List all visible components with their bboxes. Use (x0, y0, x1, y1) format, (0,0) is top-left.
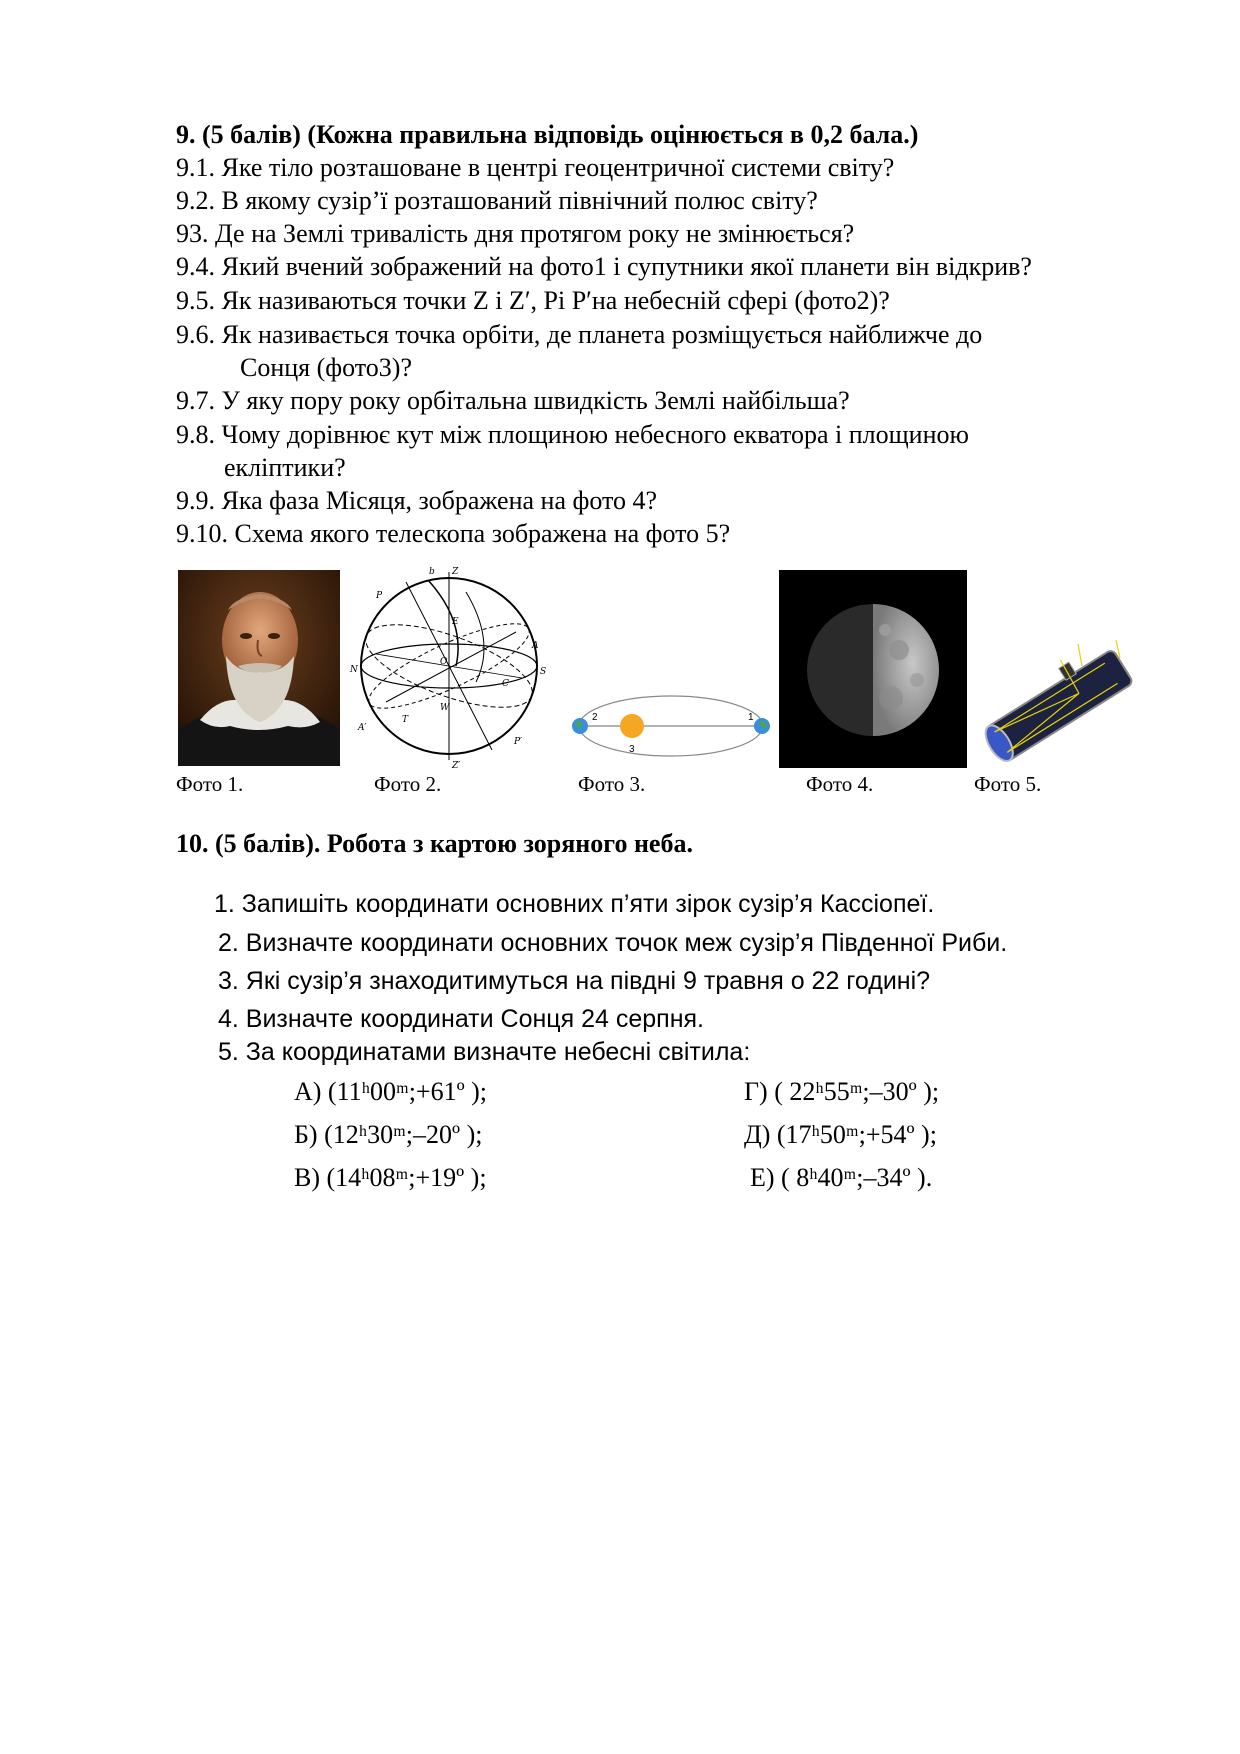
sun-icon (620, 714, 644, 738)
sphere-label-p: P (376, 591, 383, 601)
sphere-label-p-prime: P′ (514, 737, 523, 747)
question-9-2: 9.2. В якому сузір’ї розташований північний полюс світу? (176, 186, 818, 215)
question-9-7: 9.7. У яку пору року орбітальна швидкість Землі найбільша? (176, 386, 850, 415)
caption-photo-1: Фото 1. (176, 772, 244, 796)
question-9-5: 9.5. Як називаються точки Z і Z′, Pі P′на небесній сфері (фото2)? (176, 286, 890, 315)
task-10-4: 4. Визначте координати Сонця 24 серпня. (218, 1005, 704, 1033)
coord-b: Б) (12ʰ30ᵐ;–20º ); (294, 1120, 483, 1149)
sphere-label-z-prime: Z′ (452, 761, 461, 770)
photo-5-telescope (970, 636, 1140, 770)
coord-g: Г) ( 22ʰ55ᵐ;–30º ); (744, 1077, 940, 1106)
question-9-4: 9.4. Який вчений зображений на фото1 і супутники якої планети він відкрив? (176, 252, 1032, 281)
sphere-label-a: A (532, 641, 539, 651)
question-9-8-cont: екліптики? (224, 453, 346, 482)
photo-1-portrait (178, 570, 340, 766)
sphere-label-c: C (502, 679, 509, 689)
section-9-heading (176, 120, 918, 150)
sphere-label-t: T (402, 715, 409, 725)
question-9-6: 9.6. Як називається точка орбіти, де планета розміщується найближче до (176, 320, 983, 349)
orbit-label-1: 1 (748, 712, 754, 723)
photo-3-orbit (566, 680, 776, 764)
question-9-3: 93. Де на Землі тривалість дня протягом року не змінюється? (176, 219, 855, 248)
photo-4-moon (779, 570, 967, 768)
orbit-label-2: 2 (592, 712, 598, 723)
sphere-label-z: Z (452, 567, 459, 577)
question-9-10: 9.10. Схема якого телескопа зображена на фото 5? (176, 519, 731, 548)
section-9-heading-rest: (Кожна правильна відповідь оцінюється в 0,2 бала.) (307, 120, 919, 149)
sphere-label-o: O (440, 657, 448, 667)
sphere-label-s: S (540, 667, 547, 677)
caption-photo-4: Фото 4. (806, 772, 874, 796)
sphere-label-b: b (429, 567, 435, 577)
section-9-number: 9. (5 балів) (176, 120, 301, 149)
question-9-1: 9.1. Яке тіло розташоване в центрі геоцентричної системи світу? (176, 153, 895, 182)
coord-v: В) (14ʰ08ᵐ;+19º ); (294, 1163, 487, 1192)
caption-photo-3: Фото 3. (578, 772, 646, 796)
question-9-8: 9.8. Чому дорівнює кут між площиною небесного екватора і площиною (176, 420, 969, 449)
coord-d: Д) (17ʰ50ᵐ;+54º ); (744, 1120, 937, 1149)
question-9-9: 9.9. Яка фаза Місяця, зображена на фото 4? (176, 486, 658, 515)
task-10-3: 3. Які сузір’я знаходитимуться на півдні 9 травня о 22 годині? (218, 967, 931, 995)
sphere-label-a-prime: A′ (358, 723, 367, 733)
caption-photo-5: Фото 5. (974, 772, 1042, 796)
task-10-5: 5. За координатами визначте небесні світила: (218, 1038, 751, 1066)
photo-2-celestial-sphere (346, 562, 552, 770)
question-9-6-cont: Сонця (фото3)? (240, 353, 413, 382)
sphere-label-w: W (440, 703, 450, 713)
sphere-label-n: N (350, 665, 358, 675)
sphere-label-e: E (452, 617, 459, 627)
coord-e: Е) ( 8ʰ40ᵐ;–34º ). (750, 1163, 933, 1192)
coord-a: А) (11ʰ00ᵐ;+61º ); (294, 1077, 488, 1106)
caption-photo-2: Фото 2. (374, 772, 442, 796)
task-10-1: 1. Запишіть координати основних п’яти зірок сузір’я Кассіопеї. (214, 890, 935, 918)
task-10-2: 2. Визначте координати основних точок меж сузір’я Південної Риби. (218, 929, 1008, 957)
orbit-label-3: 3 (629, 744, 635, 755)
section-10-heading: 10. (5 балів). Робота з картою зоряного неба. (176, 829, 693, 858)
